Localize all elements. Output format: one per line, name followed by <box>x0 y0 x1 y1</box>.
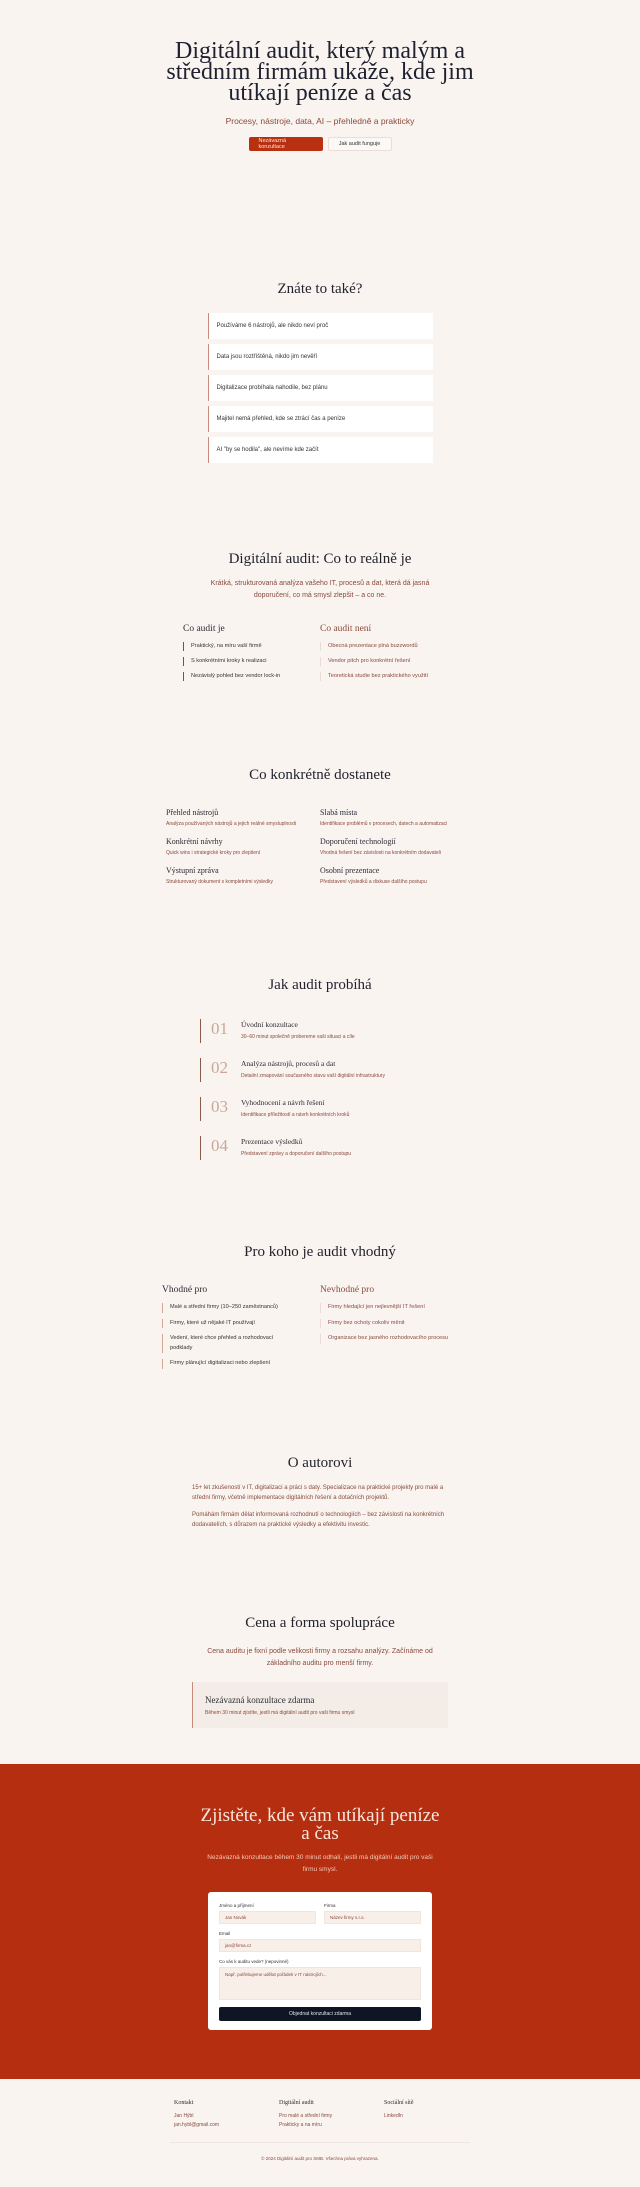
deliverable-item <box>166 866 320 885</box>
footer-divider <box>170 2142 470 2143</box>
process-step <box>200 1097 440 1121</box>
section-lead: Krátká, strukturovaná analýza vašeho IT, procesů a dat, která dá jasná doporučení, co má smysl zlepšit – a co ne. <box>210 580 430 599</box>
hero-subtitle: Procesy, nástroje, data, AI – přehledně a prakticky <box>225 116 415 126</box>
problem-card: Data jsou roztříštěná, nikdo jim nevěří <box>208 344 433 370</box>
list-item: Nezávislý pohled bez vendor lock-in <box>183 672 320 681</box>
item-title: Osobní prezentace <box>320 866 380 875</box>
step-number: 02 <box>211 1058 228 1077</box>
hero-section <box>0 38 640 241</box>
step-title: Úvodní konzultace <box>241 1020 298 1029</box>
consultation-button[interactable]: Nezávazná konzultace <box>249 137 323 151</box>
section-title: Pro koho je audit vhodný <box>244 1244 396 1260</box>
section-title: O autorovi <box>287 1455 353 1471</box>
deliverable-item <box>320 866 474 885</box>
step-number: 04 <box>211 1136 228 1155</box>
message-textarea[interactable]: Např. potřebujeme udělat pořádek v IT nástrojích... <box>219 1967 421 2000</box>
author-paragraph: 15+ let zkušeností v IT, digitalizaci a práci s daty. Specializace na praktické projekty pro malé a střední firmy, včetně implementace digitálních řešení a dotačních projektů. <box>192 1485 444 1501</box>
step-title: Prezentace výsledků <box>241 1137 303 1146</box>
footer-heading: Digitální audit <box>279 2100 314 2106</box>
footer-text: Pro malé a střední firmy <box>279 2113 333 2119</box>
item-desc: Analýza používaných nástrojů a jejich reálné smysluplnosti <box>166 821 297 827</box>
process-section <box>0 931 640 1191</box>
list-item: Obecná prezentace plná buzzwordů <box>320 642 457 651</box>
item-title: Konkrétní návrhy <box>166 837 223 846</box>
problem-card: Používáme 6 nástrojů, ale nikdo neví proč <box>208 313 433 339</box>
name-input[interactable]: Jan Novák <box>219 1911 316 1924</box>
hero-title: Digitální audit, který malým a středním firmám ukáže, kde jim utíkají peníze a čas <box>166 38 474 106</box>
footer-heading: Sociální sítě <box>384 2100 414 2106</box>
step-desc: Identifikace příležitostí a návrh konkrétních kroků <box>241 1112 350 1118</box>
list-item: Vendor pitch pro konkrétní řešení <box>320 657 457 666</box>
audience-section <box>0 1191 640 1411</box>
company-input[interactable]: Název firmy s.r.o. <box>324 1911 421 1924</box>
item-desc: Identifikace problémů v procesech, datech a automatizaci <box>320 821 448 827</box>
isnt-title: Co audit není <box>320 624 372 634</box>
deliverable-item <box>166 837 320 856</box>
deliverables-section <box>0 721 640 931</box>
list-item: Organizace bez jasného rozhodovacího procesu <box>320 1334 478 1344</box>
email-label: Email <box>219 1931 231 1936</box>
section-title: Cena a forma spolupráce <box>245 1615 395 1631</box>
email-input[interactable]: jan@firma.cz <box>219 1939 421 1952</box>
fit-title: Vhodné pro <box>162 1285 208 1295</box>
problem-card: Majitel nemá přehled, kde se ztrácí čas a peníze <box>208 406 433 432</box>
company-label: Firma <box>324 1903 336 1908</box>
step-title: Vyhodnocení a návrh řešení <box>241 1098 325 1107</box>
linkedin-link[interactable]: LinkedIn <box>384 2113 403 2119</box>
box-desc: Během 30 minut zjistíte, jestli má digitální audit pro vaši firmu smysl <box>205 1710 355 1716</box>
author-section <box>0 1411 640 1571</box>
list-item: Firmy, které už nějaké IT používají <box>162 1319 320 1329</box>
unfit-title: Nevhodné pro <box>320 1285 375 1295</box>
contact-section <box>0 1764 640 2079</box>
problem-card: Digitalizace probíhala nahodile, bez plánu <box>208 375 433 401</box>
is-title: Co audit je <box>183 624 225 634</box>
list-item: S konkrétními kroky k realizaci <box>183 657 320 666</box>
item-title: Přehled nástrojů <box>166 808 219 817</box>
step-desc: Představení zprávy a doporučení dalšího postupu <box>241 1151 352 1157</box>
cta-lead: Nezávazná konzultace během 30 minut odhalí, jestli má digitální audit pro vaši firmu smysl. <box>207 1854 433 1873</box>
section-title: Co konkrétně dostanete <box>249 767 391 783</box>
free-consultation-box <box>192 1682 448 1728</box>
item-desc: Quick wins i strategické kroky pro zlepšení <box>166 850 261 856</box>
pricing-section <box>0 1571 640 1764</box>
deliverable-item <box>320 808 474 827</box>
item-title: Výstupní zpráva <box>166 866 219 875</box>
step-number: 01 <box>211 1019 228 1038</box>
deliverable-item <box>320 837 474 856</box>
pricing-lead: Cena auditu je fixní podle velikosti firmy a rozsahu analýzy. Začínáme od základního auditu pro menší firmy. <box>207 1648 433 1667</box>
footer-heading: Kontakt <box>174 2100 194 2106</box>
item-title: Slabá místa <box>320 808 358 817</box>
process-step <box>200 1136 440 1160</box>
author-paragraph: Pomáhám firmám dělat informovaná rozhodnutí o technologiích – bez závislosti na konkrétních dodavatelích, s důrazem na praktické výsledky a efektivitu investic. <box>192 1512 445 1528</box>
list-item: Firmy hledající jen nejlevnější IT řešení <box>320 1303 478 1313</box>
process-step <box>200 1058 440 1082</box>
copyright: © 2024 Digitální audit pro SMB. Všechna práva vyhrazena. <box>261 2156 379 2161</box>
process-step <box>200 1019 440 1043</box>
list-item: Teoretická studie bez praktického využití <box>320 672 457 681</box>
name-label: Jméno a příjmení <box>219 1903 254 1908</box>
item-desc: Představení výsledků a diskuse dalšího postupu <box>320 879 427 885</box>
deliverable-item <box>166 808 320 827</box>
problems-section <box>0 241 640 511</box>
problem-card: AI "by se hodila", ale nevíme kde začít <box>208 437 433 463</box>
contact-name: Jan Hýbl <box>174 2113 194 2119</box>
cta-title: Zjistěte, kde vám utíkají peníze a čas <box>200 1805 440 1844</box>
footer-text: Prakticky a na míru <box>279 2121 322 2128</box>
message-label: Co vás k auditu vede? (nepovinné) <box>219 1959 289 1964</box>
section-title: Znáte to také? <box>277 281 363 297</box>
step-number: 03 <box>211 1097 228 1116</box>
submit-button[interactable]: Objednat konzultaci zdarma <box>219 2007 421 2021</box>
step-desc: 30–60 minut společně probereme vaši situaci a cíle <box>241 1034 355 1040</box>
item-desc: Strukturovaný dokument s kompletními výsledky <box>166 879 273 885</box>
box-title: Nezávazná konzultace zdarma <box>205 1695 315 1705</box>
step-title: Analýza nástrojů, procesů a dat <box>241 1059 336 1068</box>
list-item: Praktický, na míru vaší firmě <box>183 642 320 651</box>
list-item: Firmy bez ochoty cokoliv měnit <box>320 1319 478 1329</box>
list-item: Vedení, které chce přehled a rozhodovací podklady <box>162 1334 292 1353</box>
footer <box>0 2079 640 2187</box>
item-title: Doporučení technologií <box>320 837 396 846</box>
step-desc: Detailní zmapování současného stavu vaší digitální infrastruktury <box>241 1073 385 1079</box>
section-title: Jak audit probíhá <box>268 977 372 993</box>
list-item: Malé a střední firmy (10–250 zaměstnanců) <box>162 1303 320 1313</box>
what-section <box>0 511 640 721</box>
list-item: Firmy plánující digitalizaci nebo zlepšení <box>162 1359 320 1369</box>
section-title: Digitální audit: Co to reálně je <box>228 551 412 567</box>
item-desc: Vhodná řešení bez závislosti na konkrétním dodavateli <box>320 850 441 856</box>
contact-email-link[interactable]: jan.hybl@gmail.com <box>174 2121 220 2128</box>
consultation-form <box>208 1892 432 2030</box>
how-it-works-button[interactable]: Jak audit funguje <box>328 137 392 151</box>
